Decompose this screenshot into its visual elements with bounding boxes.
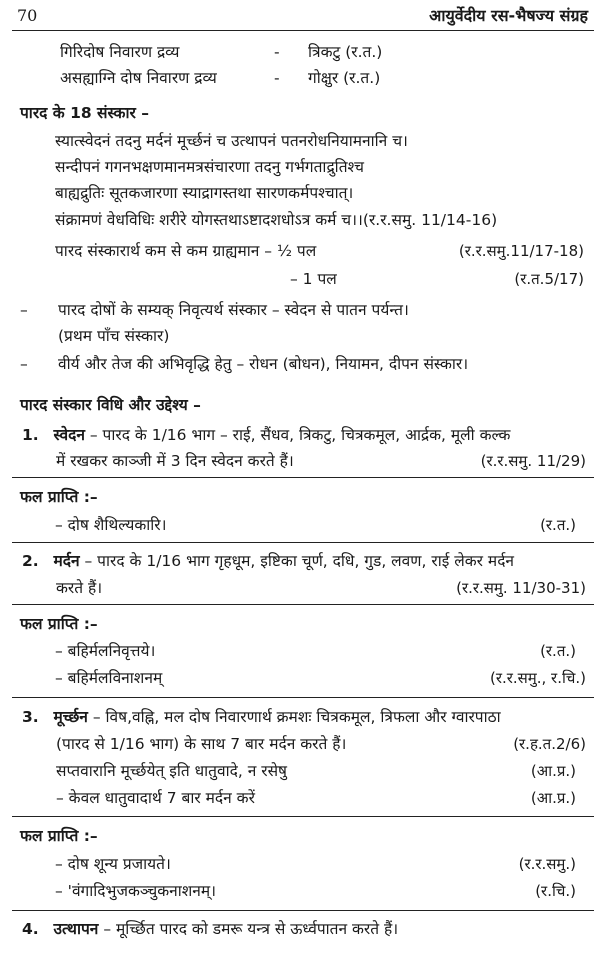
s3-line-1	[22, 707, 501, 727]
page-number: 70	[17, 6, 38, 25]
running-title: आयुर्वेदीय रस-भैषज्य संग्रह	[429, 6, 588, 25]
s3-line-2: (पारद से 1/16 भाग) के साथ 7 बार मर्दन करते हैं।	[56, 735, 347, 753]
s2-number: 2.	[22, 552, 39, 570]
heading-sanskar-vidhi: पारद संस्कार विधि और उद्देश्य –	[20, 396, 201, 414]
s3-line-4: – केवल धातुवादार्थ 7 बार मर्दन करें	[56, 789, 255, 807]
min-quantity-label: पारद संस्कारार्थ कम से कम ग्राह्यमान – ½ पल	[55, 242, 317, 260]
s2-ref: (र.र.समु. 11/30-31)	[456, 579, 586, 597]
s1-line-1	[22, 425, 510, 445]
point-1-note: (प्रथम पाँच संस्कार)	[58, 327, 170, 345]
s1-fal-1: – दोष शैथिल्यकारि।	[55, 516, 167, 534]
point-1-dash: –	[20, 301, 28, 319]
s3-fal-2-ref: (र.चि.)	[535, 882, 576, 900]
header-divider	[12, 30, 594, 31]
s4-line-1	[22, 919, 398, 939]
s2-fal-1: – बहिर्मलनिवृत्तये।	[55, 642, 156, 660]
top-row-2-dash: -	[274, 69, 280, 87]
quantity-alt-ref: (र.त.5/17)	[514, 270, 584, 288]
point-2-dash: –	[20, 355, 28, 373]
top-row-2-name: असह्याग्नि दोष निवारण द्रव्य	[60, 69, 217, 87]
s1-ref: (र.र.समु. 11/29)	[480, 452, 586, 470]
s3-fal-1-ref: (र.र.समु.)	[518, 855, 576, 873]
verse-line-2: सन्दीपनं गगनभक्षणमानमत्रसंचारणा तदनु गर्भगताद्रुतिश्च	[55, 158, 364, 176]
s3-line-3: सप्तवारानि मूर्च्छयेत् इति धातुवादे, न रसेषु	[56, 762, 288, 780]
s3-text-1: – विष,वह्नि, मल दोष निवारणार्थ क्रमशः चित्रकमूल, त्रिफला और ग्वारपाठा	[87, 708, 501, 726]
point-1: पारद दोषों के सम्यक् निवृत्यर्थ संस्कार – स्वेदन से पातन पर्यन्त।	[58, 301, 409, 319]
s3-fal-1: – दोष शून्य प्रजायते।	[55, 855, 171, 873]
s3-fal-heading: फल प्राप्ति :–	[20, 827, 98, 845]
s3-fal-2: – 'वंगादिभुजकञ्चुकनाशनम्।	[55, 882, 217, 900]
s3-ref-4: (आ.प्र.)	[530, 789, 576, 807]
s4-top-divider	[12, 910, 594, 911]
s4-number: 4.	[22, 920, 39, 938]
top-row-1-value: त्रिकटु (र.त.)	[308, 43, 383, 61]
heading-18-sanskar: पारद के 18 संस्कार –	[20, 104, 149, 122]
s2-line-1	[22, 551, 514, 571]
s2-top-divider	[12, 542, 594, 543]
s1-number: 1.	[22, 426, 39, 444]
s1-fal-1-ref: (र.त.)	[540, 516, 576, 534]
point-2: वीर्य और तेज की अभिवृद्धि हेतु – रोधन (बोधन), नियामन, दीपन संस्कार।	[58, 355, 469, 373]
s2-divider	[12, 604, 594, 605]
s2-fal-2-ref: (र.र.समु., र.चि.)	[489, 669, 586, 687]
top-row-1-name: गिरिदोष निवारण द्रव्य	[60, 43, 180, 61]
s2-fal-1-ref: (र.त.)	[540, 642, 576, 660]
s3-divider	[12, 816, 594, 817]
top-row-1-dash: -	[274, 43, 280, 61]
quantity-alt: – 1 पल	[290, 270, 337, 288]
s3-number: 3.	[22, 708, 39, 726]
s2-title: मर्दन	[53, 552, 80, 570]
verse-line-4: संक्रामणं वेधविधिः शरीरे योगस्तथाऽष्टादशधोऽत्र कर्म च।।(र.र.समु. 11/14-16)	[55, 211, 498, 229]
s3-ref: (र.ह.त.2/6)	[513, 735, 586, 753]
s1-text-1: – पारद के 1/16 भाग – राई, सैंधव, त्रिकटु, चित्रकमूल, आर्द्रक, मूली कल्क	[84, 426, 511, 444]
s1-fal-heading: फल प्राप्ति :–	[20, 488, 98, 506]
s1-title: स्वेदन	[53, 426, 85, 444]
s1-divider	[12, 477, 594, 478]
min-quantity-ref: (र.र.समु.11/17-18)	[458, 242, 584, 260]
s3-ref-3: (आ.प्र.)	[530, 762, 576, 780]
s4-title: उत्थापन	[53, 920, 99, 938]
s4-text-1: – मूर्च्छित पारद को डमरू यन्त्र से ऊर्ध्वपातन करते हैं।	[98, 920, 399, 938]
s3-title: मूर्च्छन	[53, 708, 88, 726]
s1-line-2: में रखकर काञ्जी में 3 दिन स्वेदन करते हैं।	[56, 452, 294, 470]
s2-line-2: करते हैं।	[56, 579, 103, 597]
s3-top-divider	[12, 697, 594, 698]
top-row-2-value: गोक्षुर (र.त.)	[308, 69, 381, 87]
s2-fal-heading: फल प्राप्ति :–	[20, 615, 98, 633]
verse-line-3: बाह्यद्रुतिः सूतकजारणा स्याद्रागस्तथा सारणकर्मपश्चात्।	[55, 184, 354, 202]
s2-fal-2: – बहिर्मलविनाशनम्	[55, 669, 163, 687]
verse-line-1: स्यात्स्वेदनं तदनु मर्दनं मूर्च्छनं च उत्थापनं पतनरोधनियामनानि च।	[55, 132, 408, 150]
s2-text-1: – पारद के 1/16 भाग गृहधूम, इष्टिका चूर्ण, दधि, गुड, लवण, राई लेकर मर्दन	[79, 552, 515, 570]
